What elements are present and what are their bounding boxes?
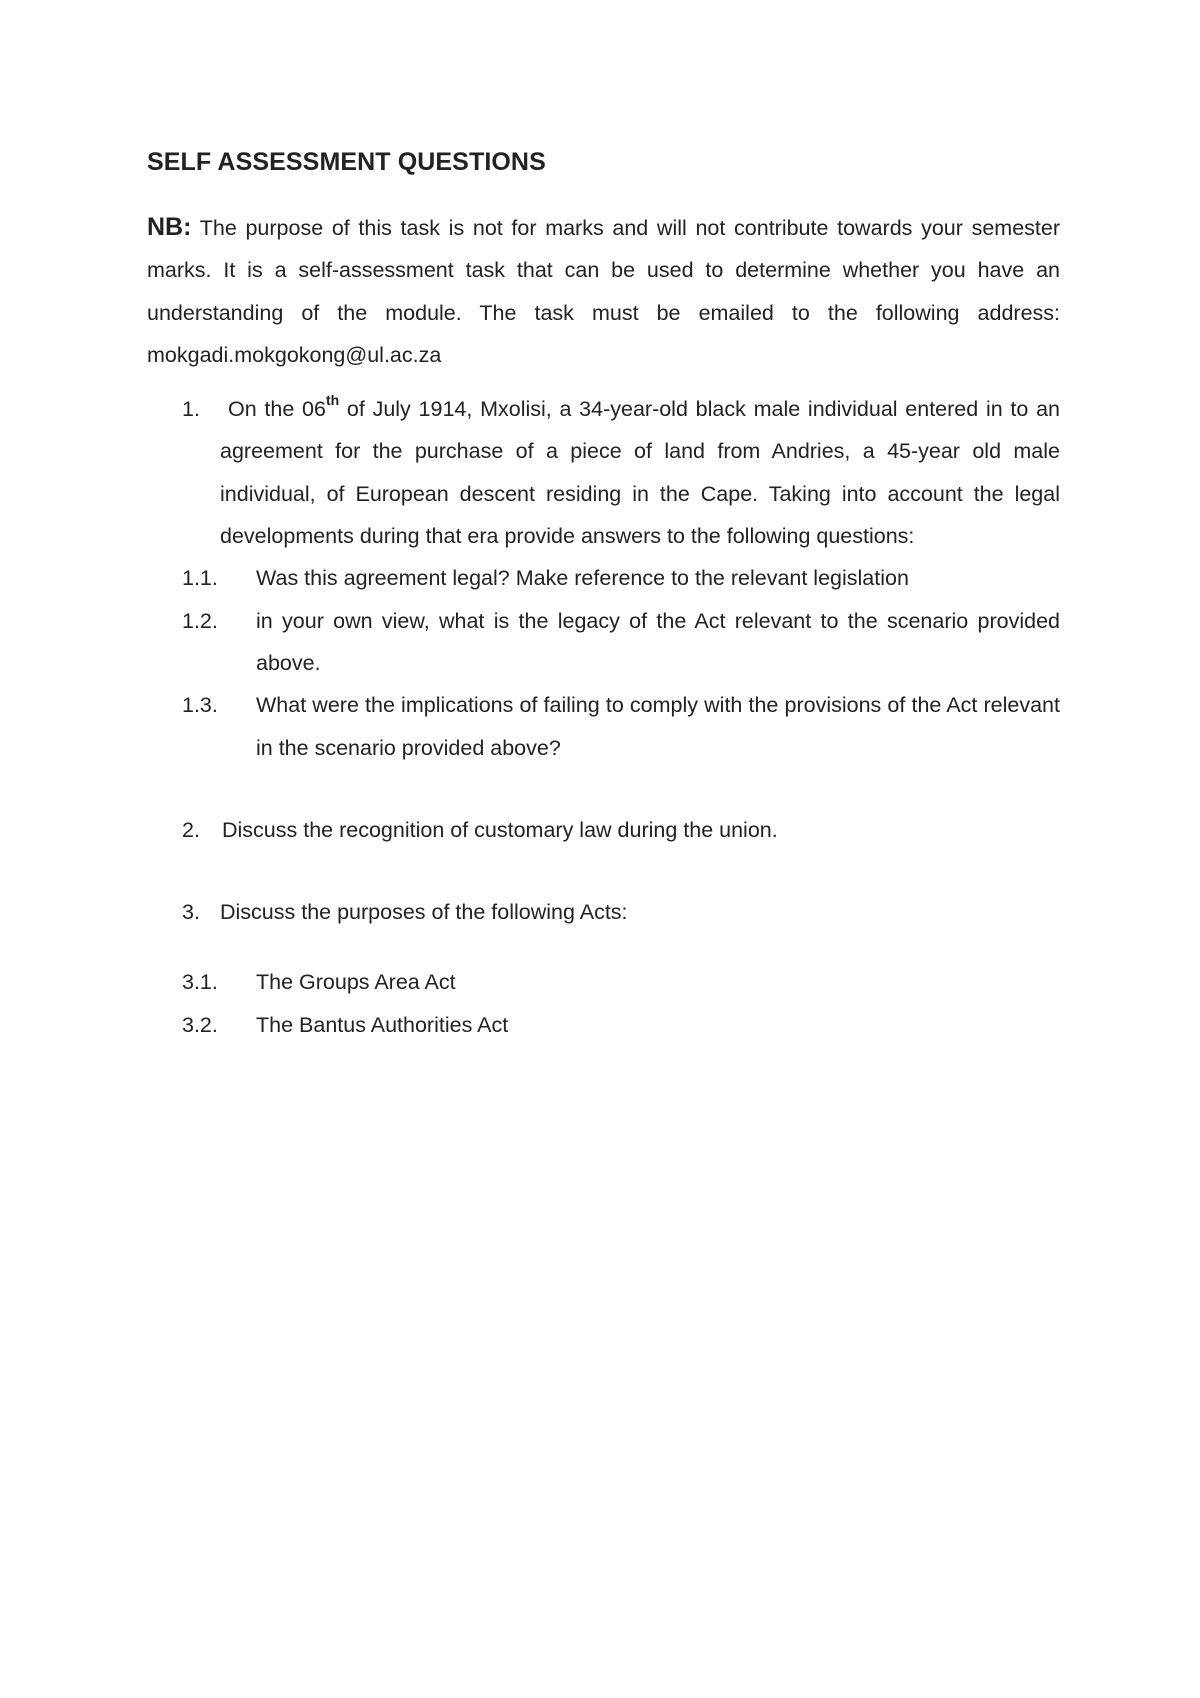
sub-question-1-2: [182, 600, 1060, 685]
nb-label: NB:: [147, 213, 192, 241]
sub-question-text: The Groups Area Act: [256, 970, 456, 995]
sub-question-3-2: [182, 1004, 1060, 1046]
question-number: 3.: [182, 900, 200, 925]
question-text: Discuss the recognition of customary law during the union.: [222, 817, 778, 842]
question-3-subs: [147, 961, 1060, 1046]
question-number: 1.: [182, 397, 200, 422]
question-1: [182, 388, 1060, 557]
sub-question-1-1: [182, 557, 1060, 599]
sub-question-text: What were the implications of failing to comply with the provisions of the Act relevant in the scenario provided above?: [256, 693, 1060, 760]
question-number: 2.: [182, 817, 200, 842]
question-text: Discuss the purposes of the following Acts:: [220, 900, 628, 925]
sub-question-number: 3.2.: [182, 1012, 218, 1037]
document-page: [147, 135, 1060, 1046]
question-2: [182, 809, 1060, 851]
sub-question-number: 1.1.: [182, 566, 218, 591]
ordinal-superscript: th: [325, 392, 340, 409]
nb-text: The purpose of this task is not for marks and will not contribute towards your semester marks. It is a self-assessment task that can be used to determine whether you have an understanding of the module. The task must be emailed to the following address: mokgadi.mokgokong@ul.ac.za: [147, 216, 1060, 367]
sub-question-3-1: [182, 961, 1060, 1003]
sub-question-number: 1.2.: [182, 608, 218, 633]
sub-question-number: 3.1.: [182, 970, 218, 995]
nb-note: [147, 206, 1060, 376]
sub-question-text: in your own view, what is the legacy of the Act relevant to the scenario provided above.: [256, 608, 1060, 675]
question-text-start: On the 06: [228, 397, 326, 422]
question-text-end: of July 1914, Mxolisi, a 34-year-old black male individual entered in to an agreement for the purchase of a piece of land from Andries, a 45-year old male individual, of European descent residing in the Cape. Taking into account the legal developments during that era provide answers to the following questions:: [220, 397, 1060, 549]
sub-question-text: Was this agreement legal? Make reference to the relevant legislation: [256, 566, 909, 591]
sub-question-1-3: [182, 684, 1060, 769]
sub-question-text: The Bantus Authorities Act: [256, 1012, 509, 1037]
question-3: [182, 891, 1060, 933]
sub-question-number: 1.3.: [182, 693, 218, 718]
page-title: SELF ASSESSMENT QUESTIONS: [147, 148, 546, 176]
